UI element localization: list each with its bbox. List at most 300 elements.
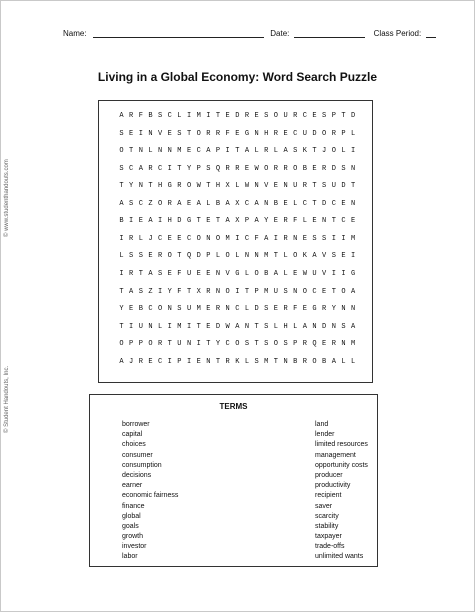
grid-letter: G bbox=[235, 269, 240, 278]
grid-letter: H bbox=[215, 182, 221, 191]
grid-letter: U bbox=[293, 182, 298, 191]
grid-letter: A bbox=[119, 199, 124, 208]
grid-letter: I bbox=[186, 112, 192, 120]
grid-letter: E bbox=[206, 322, 211, 331]
grid-letter: T bbox=[312, 182, 317, 191]
grid-letter: N bbox=[293, 287, 298, 296]
grid-letter: O bbox=[225, 287, 230, 296]
grid-letter: U bbox=[331, 182, 336, 191]
term-item: recipient bbox=[315, 492, 342, 500]
grid-letter: Q bbox=[312, 340, 317, 349]
grid-letter: N bbox=[331, 322, 336, 331]
grid-letter: T bbox=[331, 287, 336, 296]
grid-letter: J bbox=[148, 234, 153, 243]
grid-letter: L bbox=[138, 234, 143, 243]
grid-letter: V bbox=[264, 182, 269, 191]
grid-letter: R bbox=[283, 305, 288, 314]
grid-letter: E bbox=[148, 357, 153, 366]
grid-letter: E bbox=[312, 164, 317, 173]
grid-letter: O bbox=[254, 269, 259, 278]
grid-letter: U bbox=[177, 340, 182, 349]
grid-letter: F bbox=[254, 234, 259, 243]
grid-letter: A bbox=[331, 357, 336, 366]
grid-row bbox=[99, 340, 372, 350]
grid-letter: N bbox=[283, 357, 288, 366]
grid-letter: T bbox=[177, 252, 182, 261]
grid-letter: D bbox=[322, 322, 327, 331]
grid-letter: Y bbox=[167, 287, 172, 296]
grid-letter: H bbox=[264, 129, 269, 138]
grid-letter: L bbox=[293, 322, 298, 331]
grid-letter: E bbox=[312, 217, 317, 226]
grid-letter: K bbox=[302, 147, 307, 156]
term-item: management bbox=[315, 451, 356, 459]
grid-letter: O bbox=[148, 340, 153, 349]
grid-letter: G bbox=[312, 305, 317, 314]
grid-letter: G bbox=[244, 129, 250, 138]
grid-letter: U bbox=[138, 322, 143, 331]
grid-row bbox=[99, 252, 372, 262]
grid-letter: Y bbox=[129, 182, 134, 191]
grid-letter: S bbox=[264, 340, 269, 349]
grid-letter: U bbox=[186, 269, 192, 278]
grid-letter: F bbox=[293, 305, 298, 314]
grid-letter: Y bbox=[264, 217, 269, 226]
grid-letter: R bbox=[302, 357, 307, 366]
grid-letter: S bbox=[138, 252, 143, 261]
grid-letter: R bbox=[273, 164, 278, 173]
term-item: capital bbox=[122, 431, 143, 439]
grid-letter: A bbox=[129, 287, 134, 296]
grid-letter: E bbox=[350, 217, 356, 226]
term-item: land bbox=[315, 421, 329, 428]
term-item: limited resources bbox=[315, 441, 368, 449]
grid-letter: D bbox=[341, 182, 346, 191]
grid-letter: D bbox=[177, 217, 182, 226]
grid-letter: N bbox=[322, 217, 327, 226]
grid-letter: A bbox=[283, 147, 288, 156]
grid-letter: N bbox=[350, 305, 356, 314]
grid-letter: D bbox=[322, 199, 327, 208]
grid-letter: F bbox=[293, 217, 298, 226]
grid-letter: D bbox=[331, 164, 336, 173]
grid-letter: T bbox=[273, 357, 278, 366]
grid-letter: I bbox=[341, 269, 346, 278]
grid-letter: E bbox=[302, 234, 307, 243]
grid-letter: C bbox=[293, 129, 298, 138]
grid-letter: E bbox=[283, 199, 288, 208]
grid-row bbox=[99, 112, 372, 122]
terms-box bbox=[89, 394, 378, 567]
grid-letter: U bbox=[273, 287, 278, 296]
grid-letter: S bbox=[283, 340, 288, 349]
grid-letter: T bbox=[148, 182, 153, 191]
grid-letter: K bbox=[235, 357, 240, 366]
grid-letter: C bbox=[235, 305, 240, 314]
grid-letter: I bbox=[235, 287, 240, 296]
grid-letter: S bbox=[264, 322, 269, 331]
grid-letter: T bbox=[119, 322, 124, 331]
grid-letter: S bbox=[129, 252, 134, 261]
grid-letter: T bbox=[129, 147, 134, 156]
grid-letter: F bbox=[177, 287, 182, 296]
grid-row bbox=[99, 147, 372, 157]
grid-letter: N bbox=[186, 340, 192, 349]
grid-letter: A bbox=[196, 199, 201, 208]
grid-letter: S bbox=[177, 305, 182, 314]
grid-letter: C bbox=[157, 234, 163, 243]
grid-letter: N bbox=[264, 199, 269, 208]
grid-letter: P bbox=[129, 340, 134, 349]
grid-letter: D bbox=[235, 112, 240, 120]
grid-letter: T bbox=[331, 217, 336, 226]
grid-letter: N bbox=[138, 147, 143, 156]
grid-letter: E bbox=[129, 129, 134, 138]
word-search-grid bbox=[98, 100, 373, 383]
grid-letter: A bbox=[225, 199, 230, 208]
grid-letter: U bbox=[312, 269, 317, 278]
grid-letter: N bbox=[341, 340, 346, 349]
grid-letter: R bbox=[235, 164, 240, 173]
grid-letter: N bbox=[138, 182, 143, 191]
grid-letter: E bbox=[167, 269, 172, 278]
grid-letter: T bbox=[119, 287, 124, 296]
grid-letter: V bbox=[322, 252, 327, 261]
grid-letter: B bbox=[322, 357, 327, 366]
grid-letter: R bbox=[129, 269, 134, 278]
grid-letter: T bbox=[167, 340, 172, 349]
grid-letter: U bbox=[186, 305, 192, 314]
grid-letter: O bbox=[341, 287, 346, 296]
grid-letter: P bbox=[215, 147, 221, 156]
grid-letter: E bbox=[167, 234, 172, 243]
grid-letter: C bbox=[302, 199, 307, 208]
grid-letter: T bbox=[215, 217, 221, 226]
grid-letter: I bbox=[196, 340, 201, 349]
grid-letter: X bbox=[235, 199, 240, 208]
grid-letter: I bbox=[350, 147, 356, 156]
grid-letter: R bbox=[244, 112, 250, 120]
grid-letter: A bbox=[350, 322, 356, 331]
grid-letter: C bbox=[129, 164, 134, 173]
grid-letter: F bbox=[225, 129, 230, 138]
grid-letter: R bbox=[322, 305, 327, 314]
grid-letter: O bbox=[196, 234, 201, 243]
term-item: opportunity costs bbox=[315, 461, 368, 469]
grid-letter: F bbox=[177, 269, 182, 278]
grid-letter: T bbox=[312, 199, 317, 208]
grid-letter: C bbox=[196, 147, 201, 156]
grid-letter: C bbox=[186, 234, 192, 243]
term-item: consumer bbox=[122, 451, 153, 459]
grid-letter: H bbox=[283, 322, 288, 331]
side-watermark-top: © www.studenthandouts.com bbox=[4, 159, 10, 237]
term-item: productivity bbox=[315, 482, 351, 490]
grid-letter: O bbox=[293, 252, 298, 261]
grid-letter: T bbox=[312, 147, 317, 156]
grid-letter: N bbox=[312, 322, 317, 331]
grid-letter: S bbox=[341, 164, 346, 173]
grid-letter: C bbox=[157, 164, 163, 173]
grid-letter: N bbox=[254, 129, 259, 138]
grid-letter: T bbox=[196, 217, 201, 226]
grid-letter: O bbox=[331, 147, 336, 156]
grid-letter: R bbox=[148, 164, 153, 173]
grid-letter: R bbox=[293, 112, 298, 120]
side-watermark-bottom: © Student Handouts, Inc. bbox=[4, 365, 10, 433]
grid-letter: C bbox=[302, 112, 307, 120]
grid-letter: I bbox=[331, 234, 336, 243]
term-item: saver bbox=[315, 502, 333, 510]
grid-letter: S bbox=[312, 234, 317, 243]
grid-letter: R bbox=[157, 252, 163, 261]
grid-letter: L bbox=[244, 357, 250, 366]
grid-letter: F bbox=[138, 112, 143, 120]
grid-letter: R bbox=[215, 305, 221, 314]
term-item: global bbox=[122, 512, 141, 520]
grid-letter: C bbox=[244, 199, 250, 208]
grid-letter: R bbox=[331, 129, 336, 138]
term-item: unlimited wants bbox=[315, 553, 364, 561]
grid-letter: N bbox=[167, 305, 172, 314]
grid-letter: R bbox=[273, 129, 278, 138]
grid-letter: I bbox=[167, 357, 172, 366]
grid-letter: E bbox=[312, 112, 317, 120]
grid-letter: Z bbox=[148, 199, 153, 208]
grid-letter: H bbox=[157, 182, 163, 191]
grid-letter: N bbox=[254, 182, 259, 191]
grid-letter: S bbox=[293, 147, 298, 156]
grid-letter: N bbox=[341, 305, 346, 314]
grid-letter: J bbox=[129, 357, 134, 366]
term-item: borrower bbox=[122, 421, 150, 428]
grid-letter: T bbox=[244, 287, 250, 296]
grid-letter: E bbox=[283, 129, 288, 138]
grid-letter: T bbox=[119, 182, 124, 191]
grid-row bbox=[99, 217, 372, 227]
grid-letter: A bbox=[225, 217, 230, 226]
grid-letter: B bbox=[302, 164, 307, 173]
grid-letter: O bbox=[264, 164, 269, 173]
grid-letter: E bbox=[196, 269, 201, 278]
grid-letter: L bbox=[293, 199, 298, 208]
grid-row bbox=[99, 130, 372, 140]
grid-letter: L bbox=[350, 129, 356, 138]
grid-letter: T bbox=[273, 252, 278, 261]
term-item: producer bbox=[315, 471, 343, 479]
grid-letter: T bbox=[341, 112, 346, 120]
grid-letter: C bbox=[225, 340, 230, 349]
grid-letter: V bbox=[322, 269, 327, 278]
grid-row bbox=[99, 270, 372, 280]
term-item: investor bbox=[122, 543, 147, 551]
grid-letter: R bbox=[215, 129, 221, 138]
grid-letter: I bbox=[225, 147, 230, 156]
grid-letter: R bbox=[177, 182, 182, 191]
grid-letter: R bbox=[167, 199, 172, 208]
grid-letter: W bbox=[254, 164, 259, 173]
grid-letter: O bbox=[312, 357, 317, 366]
grid-letter: I bbox=[341, 234, 346, 243]
grid-letter: L bbox=[341, 357, 346, 366]
grid-letter: A bbox=[235, 322, 240, 331]
grid-letter: S bbox=[138, 287, 143, 296]
grid-letter: L bbox=[283, 269, 288, 278]
grid-letter: O bbox=[119, 340, 124, 349]
grid-letter: S bbox=[177, 129, 182, 138]
grid-letter: M bbox=[196, 305, 201, 314]
grid-letter: O bbox=[235, 340, 240, 349]
grid-letter: I bbox=[186, 322, 192, 331]
grid-letter: R bbox=[283, 217, 288, 226]
grid-letter: R bbox=[157, 340, 163, 349]
grid-letter: O bbox=[186, 182, 192, 191]
grid-letter: R bbox=[206, 287, 211, 296]
grid-letter: E bbox=[167, 129, 172, 138]
grid-letter: B bbox=[138, 305, 143, 314]
grid-letter: C bbox=[341, 217, 346, 226]
grid-letter: C bbox=[312, 287, 317, 296]
grid-letter: S bbox=[119, 129, 124, 138]
grid-letter: N bbox=[244, 322, 250, 331]
term-item: goals bbox=[122, 522, 139, 530]
grid-letter: C bbox=[167, 112, 172, 120]
grid-letter: D bbox=[312, 129, 317, 138]
grid-letter: O bbox=[273, 340, 278, 349]
grid-letter: D bbox=[350, 112, 356, 120]
grid-letter: M bbox=[177, 147, 182, 156]
grid-letter: L bbox=[244, 305, 250, 314]
page-title: Living in a Global Economy: Word Search Puzzle bbox=[97, 70, 378, 84]
grid-letter: P bbox=[138, 340, 143, 349]
grid-letter: N bbox=[148, 322, 153, 331]
grid-letter: O bbox=[273, 112, 278, 120]
terms-heading: TERMS bbox=[219, 402, 248, 411]
grid-letter: P bbox=[196, 164, 201, 173]
grid-letter: A bbox=[254, 217, 259, 226]
grid-letter: E bbox=[273, 305, 278, 314]
term-item: lender bbox=[315, 431, 335, 439]
term-item: consumption bbox=[122, 461, 162, 469]
grid-letter: O bbox=[119, 147, 124, 156]
grid-letter: N bbox=[206, 234, 211, 243]
grid-letter: E bbox=[148, 252, 153, 261]
grid-letter: A bbox=[244, 147, 250, 156]
grid-letter: E bbox=[225, 112, 230, 120]
grid-letter: I bbox=[331, 269, 336, 278]
grid-letter: S bbox=[264, 305, 269, 314]
grid-letter: W bbox=[196, 182, 201, 191]
grid-letter: X bbox=[235, 217, 240, 226]
grid-letter: V bbox=[225, 269, 230, 278]
grid-letter: E bbox=[302, 305, 307, 314]
grid-letter: R bbox=[129, 234, 134, 243]
grid-letter: A bbox=[350, 287, 356, 296]
grid-letter: A bbox=[119, 112, 124, 120]
grid-letter: E bbox=[322, 287, 327, 296]
grid-letter: B bbox=[293, 357, 298, 366]
term-item: decisions bbox=[122, 471, 152, 479]
grid-letter: L bbox=[283, 252, 288, 261]
grid-letter: U bbox=[283, 112, 288, 120]
date-label: Date: bbox=[270, 29, 290, 38]
grid-letter: E bbox=[244, 164, 250, 173]
grid-letter: B bbox=[148, 112, 153, 120]
term-item: earner bbox=[122, 482, 143, 490]
grid-letter: P bbox=[244, 217, 250, 226]
grid-letter: E bbox=[206, 217, 211, 226]
grid-row bbox=[99, 323, 372, 333]
grid-letter: R bbox=[206, 129, 211, 138]
grid-letter: C bbox=[138, 199, 143, 208]
class-period-label: Class Period: bbox=[373, 29, 422, 38]
grid-letter: E bbox=[273, 182, 278, 191]
term-item: economic fairness bbox=[122, 492, 179, 500]
grid-letter: D bbox=[254, 305, 259, 314]
grid-letter: A bbox=[206, 147, 211, 156]
grid-letter: M bbox=[350, 234, 356, 243]
grid-letter: C bbox=[244, 234, 250, 243]
grid-letter: O bbox=[302, 287, 307, 296]
grid-letter: T bbox=[206, 340, 211, 349]
grid-letter: V bbox=[157, 129, 163, 138]
grid-letter: N bbox=[350, 164, 356, 173]
grid-letter: P bbox=[293, 340, 298, 349]
grid-letter: C bbox=[157, 357, 163, 366]
grid-letter: S bbox=[254, 357, 259, 366]
grid-letter: N bbox=[167, 147, 172, 156]
grid-letter: S bbox=[264, 112, 269, 120]
grid-letter: A bbox=[119, 357, 124, 366]
grid-letter: W bbox=[225, 322, 230, 331]
grid-row bbox=[99, 288, 372, 298]
grid-letter: T bbox=[138, 269, 143, 278]
grid-letter: N bbox=[225, 305, 230, 314]
grid-letter: R bbox=[322, 164, 327, 173]
grid-letter: N bbox=[148, 129, 153, 138]
grid-letter: L bbox=[215, 252, 221, 261]
grid-letter: X bbox=[196, 287, 201, 296]
grid-letter: R bbox=[225, 357, 230, 366]
grid-letter: S bbox=[129, 199, 134, 208]
grid-letter: S bbox=[206, 164, 211, 173]
grid-letter: N bbox=[206, 357, 211, 366]
grid-letter: T bbox=[186, 129, 192, 138]
grid-letter: L bbox=[119, 252, 124, 261]
grid-letter: O bbox=[167, 252, 172, 261]
grid-letter: G bbox=[167, 182, 172, 191]
grid-letter: R bbox=[302, 340, 307, 349]
grid-letter: A bbox=[148, 269, 153, 278]
grid-letter: M bbox=[264, 287, 269, 296]
grid-letter: T bbox=[215, 112, 221, 120]
grid-letter: T bbox=[186, 287, 192, 296]
grid-letter: B bbox=[264, 269, 269, 278]
grid-letter: S bbox=[283, 287, 288, 296]
grid-letter: L bbox=[206, 199, 211, 208]
grid-letter: E bbox=[196, 357, 201, 366]
terms-right-column bbox=[315, 420, 368, 563]
grid-letter: R bbox=[225, 164, 230, 173]
grid-letter: A bbox=[302, 322, 307, 331]
grid-letter: N bbox=[244, 252, 250, 261]
grid-letter: O bbox=[215, 234, 221, 243]
grid-letter: L bbox=[254, 147, 259, 156]
grid-letter: I bbox=[235, 234, 240, 243]
grid-letter: Z bbox=[148, 287, 153, 296]
grid-letter: A bbox=[148, 217, 153, 226]
grid-letter: E bbox=[206, 269, 211, 278]
